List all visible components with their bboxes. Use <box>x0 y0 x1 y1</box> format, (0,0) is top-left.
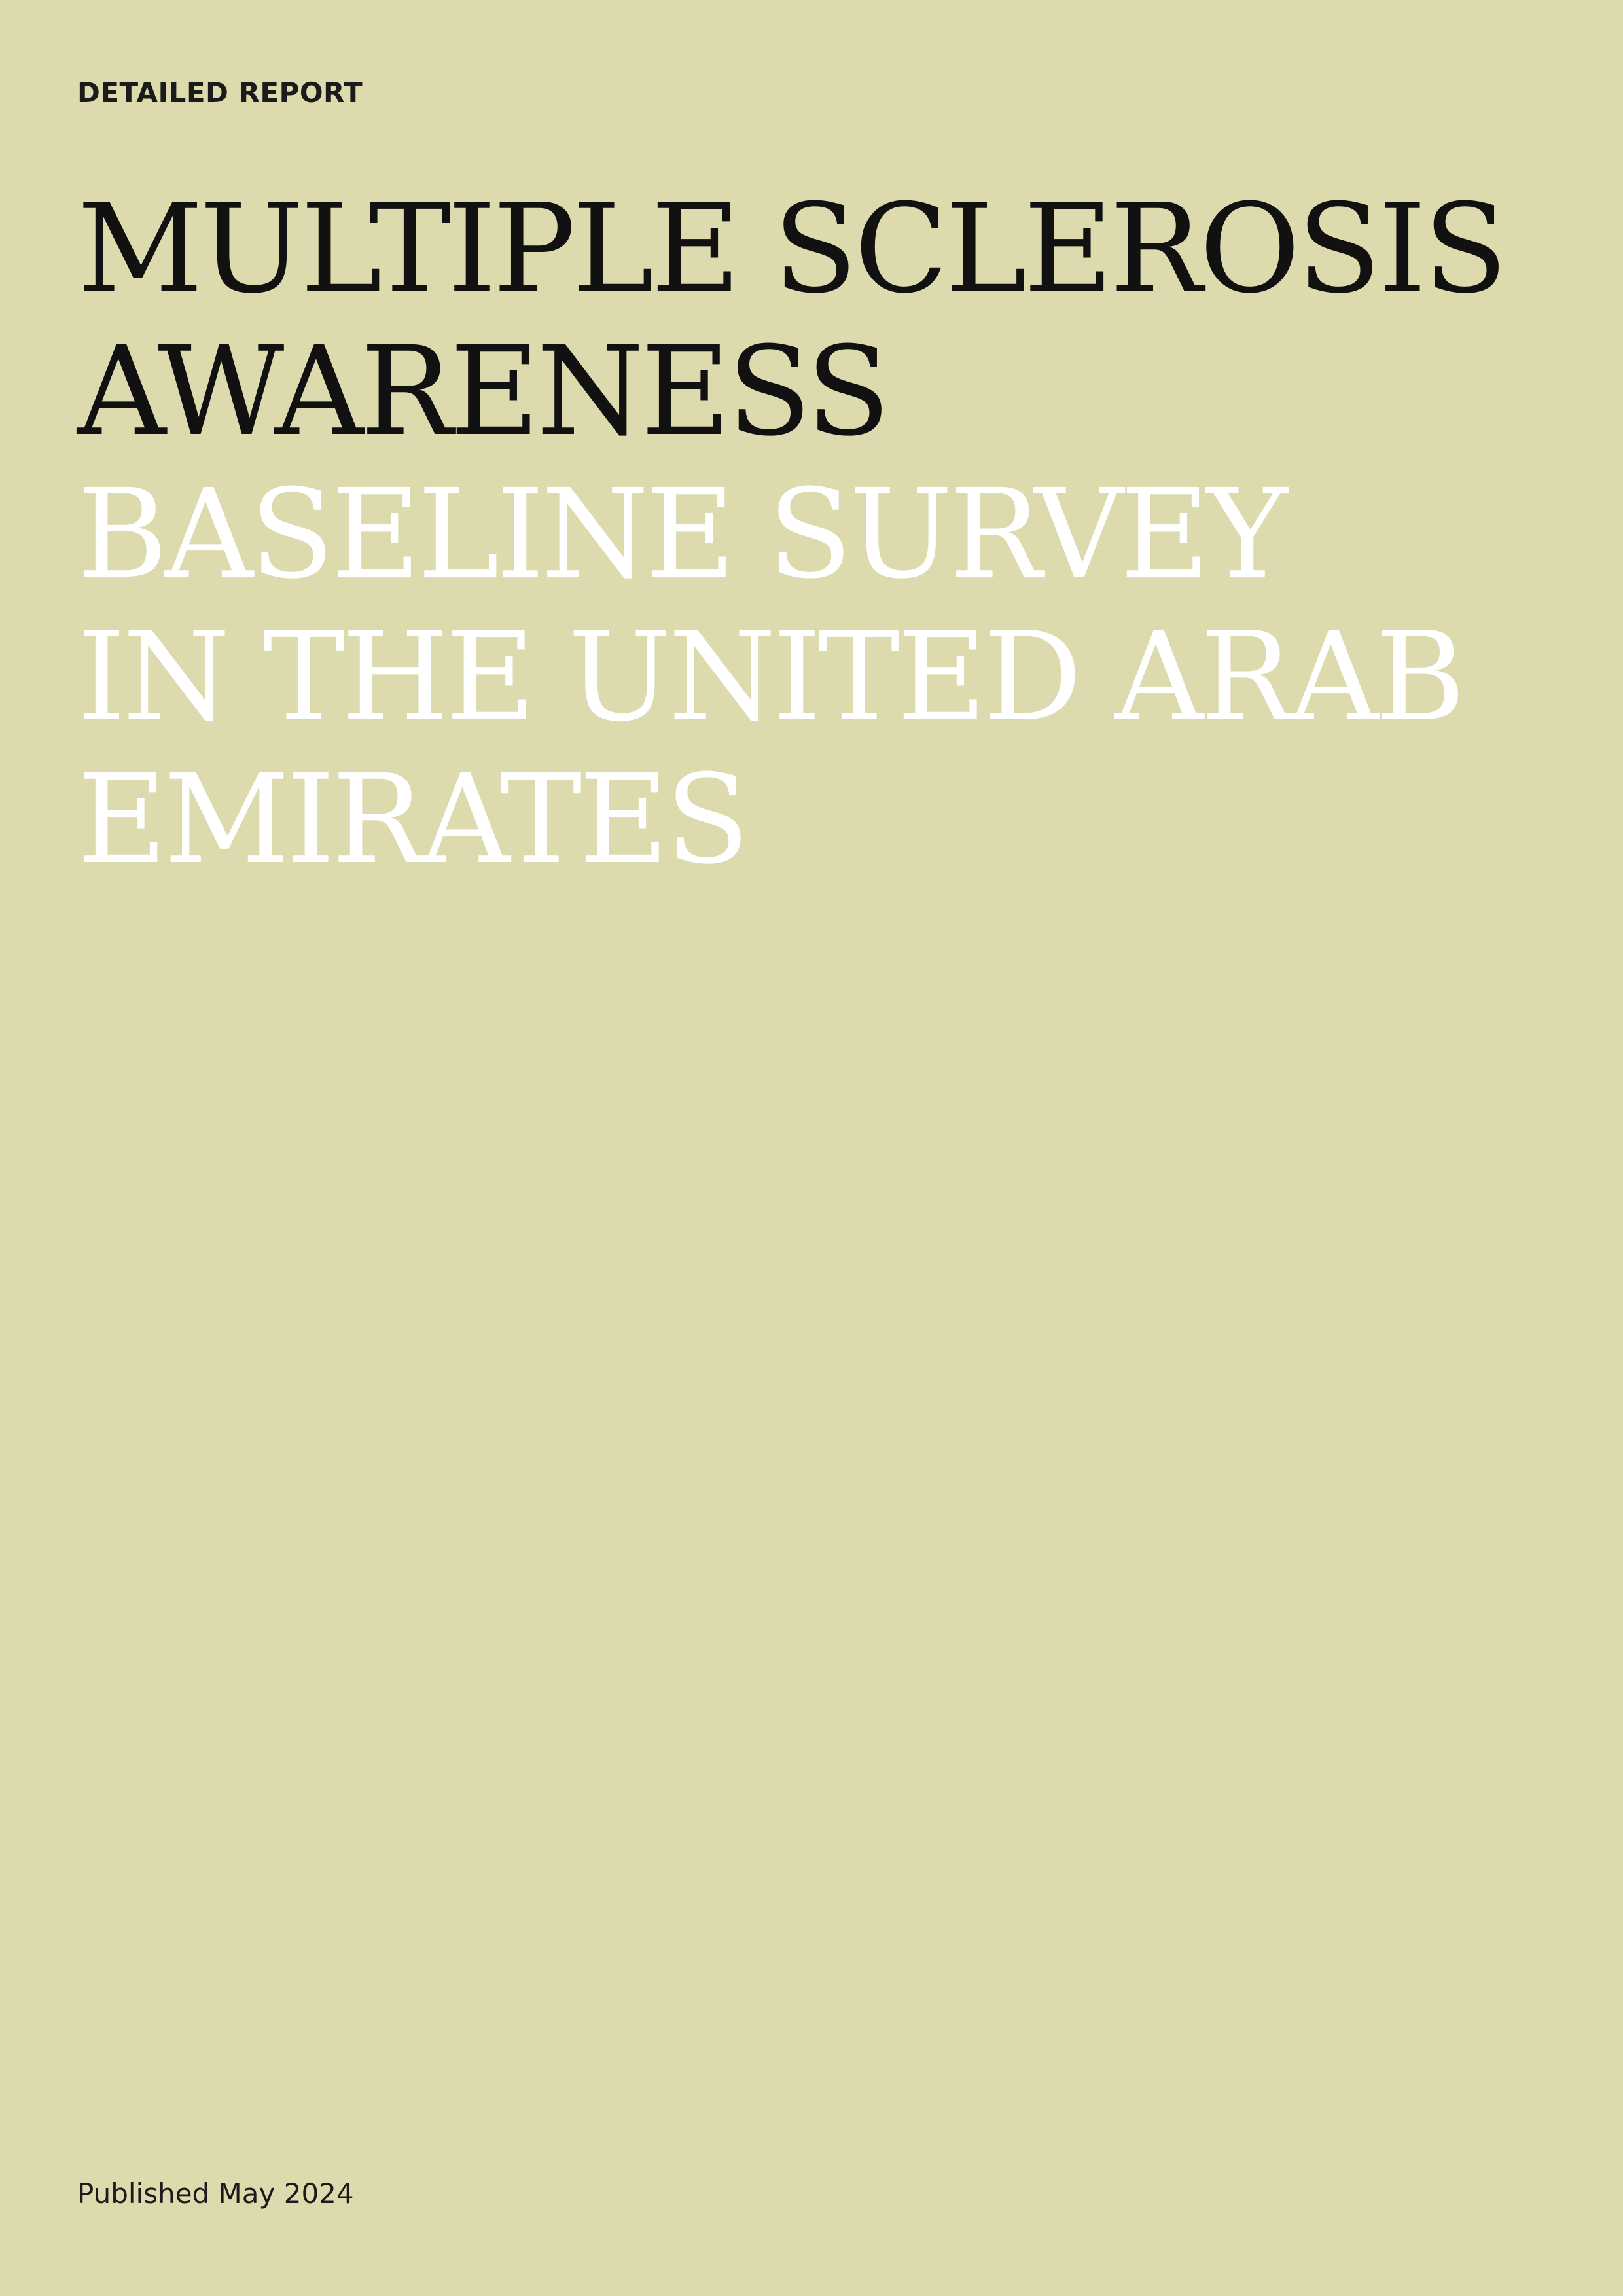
title-line: MULTIPLE SCLEROSIS <box>77 177 1505 321</box>
subtitle-line: BASELINE SURVEY <box>77 463 1285 606</box>
title-line: AWARENESS <box>77 320 887 463</box>
subtitle-line: EMIRATES <box>77 748 747 891</box>
publication-date: Published May 2024 <box>77 2178 354 2210</box>
cover-title <box>77 178 1609 891</box>
subtitle-line: IN THE UNITED ARAB <box>77 605 1463 749</box>
report-type-label: DETAILED REPORT <box>77 77 363 109</box>
